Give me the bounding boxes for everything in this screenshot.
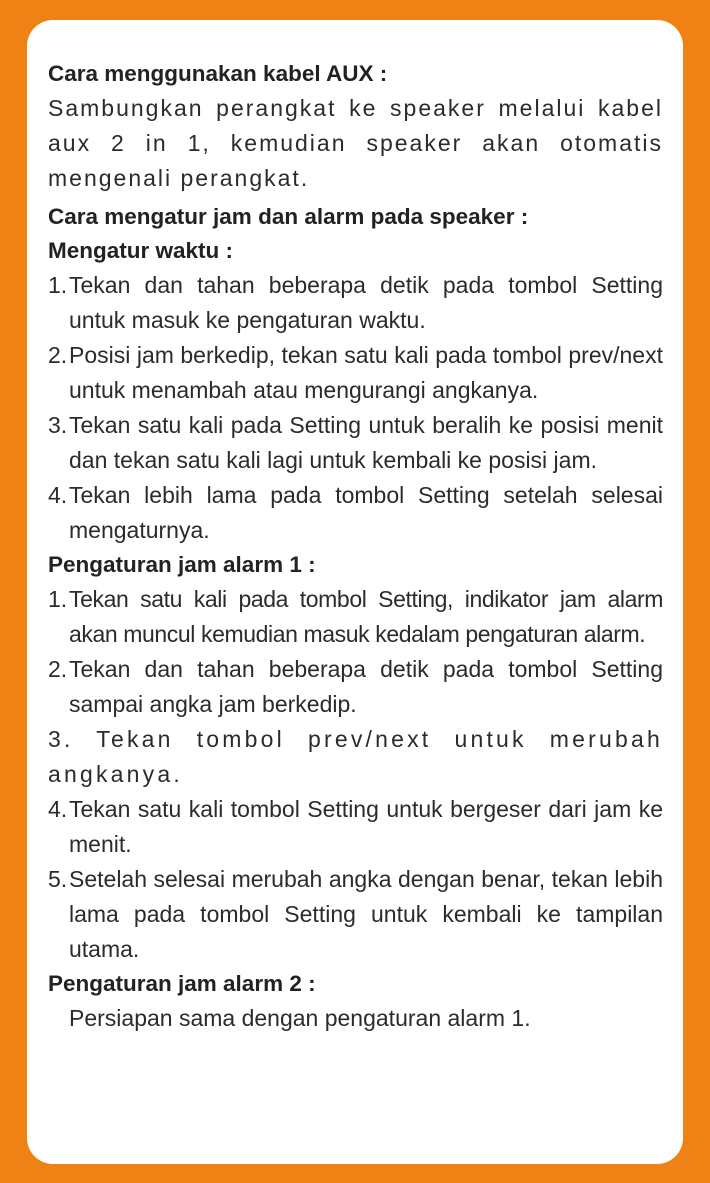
step-text: Tekan dan tahan beberapa detik pada tombol Setting untuk masuk ke pengaturan waktu. [69, 272, 663, 333]
clock-heading: Cara mengatur jam dan alarm pada speaker : [48, 204, 529, 229]
clock-step [48, 338, 663, 408]
step-text: Tekan satu kali pada Setting untuk beralih ke posisi menit dan tekan satu kali lagi untuk kembali ke posisi jam. [69, 412, 663, 473]
alarm2-paragraph: Persiapan sama dengan pengaturan alarm 1. [69, 1005, 531, 1031]
step-text: Tekan tombol prev/next untuk merubah angkanya. [48, 726, 663, 787]
alarm1-step [48, 652, 663, 722]
step-text: Tekan satu kali pada tombol Setting, indikator jam alarm akan muncul kemudian masuk kedalam pengaturan alarm. [69, 586, 663, 647]
step-text: Posisi jam berkedip, tekan satu kali pada tombol prev/next untuk menambah atau mengurangi angkanya. [69, 342, 663, 403]
step-text: Tekan dan tahan beberapa detik pada tombol Setting sampai angka jam berkedip. [69, 656, 663, 717]
alarm1-heading: Pengaturan jam alarm 1 : [48, 552, 316, 577]
step-number: 1. [48, 586, 68, 612]
step-number: 4. [48, 482, 68, 508]
step-number: 4. [48, 796, 68, 822]
instruction-card [27, 20, 683, 1164]
step-number: 2. [48, 342, 68, 368]
alarm1-step [48, 582, 663, 652]
clock-step [48, 478, 663, 548]
aux-heading: Cara menggunakan kabel AUX : [48, 61, 388, 86]
instruction-content [48, 57, 663, 1036]
step-number: 2. [48, 656, 68, 682]
alarm2-heading: Pengaturan jam alarm 2 : [48, 971, 316, 996]
step-number: 3. [48, 412, 68, 438]
step-text: Tekan satu kali tombol Setting untuk bergeser dari jam ke menit. [69, 796, 663, 857]
alarm1-step [48, 722, 663, 792]
step-number: 5. [48, 866, 68, 892]
clock-step [48, 408, 663, 478]
clock-step [48, 268, 663, 338]
clock-subheading: Mengatur waktu : [48, 238, 234, 263]
step-text: Tekan lebih lama pada tombol Setting setelah selesai mengaturnya. [69, 482, 663, 543]
aux-paragraph: Sambungkan perangkat ke speaker melalui kabel aux 2 in 1, kemudian speaker akan otomatis mengenali perangkat. [48, 95, 663, 191]
step-number: 1. [48, 272, 68, 298]
alarm1-step [48, 862, 663, 967]
step-number: 3. [48, 726, 74, 752]
alarm1-step [48, 792, 663, 862]
step-text: Setelah selesai merubah angka dengan benar, tekan lebih lama pada tombol Setting untuk kembali ke tampilan utama. [69, 866, 663, 962]
